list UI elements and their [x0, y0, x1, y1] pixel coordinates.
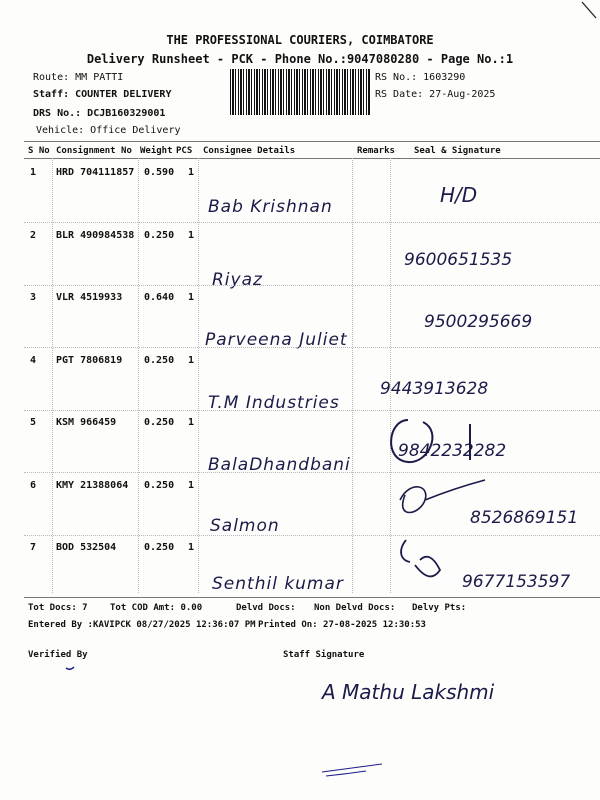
runsheet-subtitle: Delivery Runsheet - PCK - Phone No.:9047080280 - Page No.:1 — [86, 52, 514, 66]
company-title: THE PROFESSIONAL COURIERS, COIMBATORE — [166, 33, 434, 47]
vehicle-label: Vehicle: Office Delivery — [36, 125, 181, 136]
staff-signature-label: Staff Signature — [283, 650, 365, 660]
row-weight: 0.250 — [144, 542, 175, 553]
col-weight: Weight — [140, 146, 173, 156]
row-consignee: Bab Krishnan — [208, 197, 333, 217]
row-consignment: BOD 532504 — [56, 542, 117, 553]
col-consignee: Consignee Details — [203, 146, 296, 156]
staff-label: Staff: COUNTER DELIVERY — [33, 89, 172, 100]
row-sno: 7 — [30, 542, 37, 553]
row-sno: 5 — [30, 417, 37, 428]
col-sno: S No — [28, 146, 50, 156]
row-seal-signature: 9500295669 — [424, 312, 533, 332]
row-seal-signature: 9443913628 — [380, 379, 489, 399]
row-consignee: Salmon — [210, 516, 280, 536]
row-sno: 3 — [30, 292, 37, 303]
row-weight: 0.250 — [144, 355, 175, 366]
row-seal-signature: H/D — [440, 183, 478, 207]
tot-cod-amt: Tot COD Amt: 0.00 — [110, 603, 203, 613]
row-seal-signature: 8526869151 — [470, 508, 579, 528]
row-seal-signature: 9600651535 — [404, 250, 513, 270]
tot-docs: Tot Docs: 7 — [28, 603, 88, 613]
row-weight: 0.640 — [144, 292, 175, 303]
col-pcs: PCS — [176, 146, 193, 156]
row-consignment: KMY 21388064 — [56, 480, 129, 491]
row-sno: 2 — [30, 230, 37, 241]
row-consignment: BLR 490984538 — [56, 230, 135, 241]
row-consignee: Senthil kumar — [212, 574, 344, 594]
row-weight: 0.250 — [144, 480, 175, 491]
row-weight: 0.590 — [144, 167, 175, 178]
drs-number: DRS No.: DCJB160329001 — [33, 108, 166, 119]
row-consignee: T.M Industries — [208, 393, 340, 413]
route-label: Route: MM PATTI — [33, 72, 124, 83]
row-pcs: 1 — [188, 542, 195, 553]
row-seal-signature: 9842232282 — [398, 441, 507, 461]
row-consignment: HRD 704111857 — [56, 167, 135, 178]
row-sno: 1 — [30, 167, 37, 178]
delvd-docs: Delvd Docs: — [236, 603, 296, 613]
row-pcs: 1 — [188, 292, 195, 303]
row-pcs: 1 — [188, 417, 195, 428]
row-consignee: Parveena Juliet — [205, 330, 348, 350]
row-weight: 0.250 — [144, 230, 175, 241]
delvy-pts: Delvy Pts: — [412, 603, 467, 613]
row-sno: 4 — [30, 355, 37, 366]
row-pcs: 1 — [188, 355, 195, 366]
row-pcs: 1 — [188, 230, 195, 241]
row-seal-signature: 9677153597 — [462, 572, 571, 592]
staff-signature-handwritten: A Mathu Lakshmi — [322, 680, 495, 704]
row-consignment: VLR 4519933 — [56, 292, 123, 303]
row-sno: 6 — [30, 480, 37, 491]
col-remarks: Remarks — [357, 146, 395, 156]
col-consignment: Consignment No — [56, 146, 132, 156]
rs-date: RS Date: 27-Aug-2025 — [375, 89, 496, 100]
entered-by: Entered By :KAVIPCK 08/27/2025 12:36:07 PM — [28, 620, 256, 630]
row-consignment: KSM 966459 — [56, 417, 117, 428]
row-consignment: PGT 7806819 — [56, 355, 123, 366]
row-pcs: 1 — [188, 480, 195, 491]
row-consignee: BalaDhandbani — [208, 455, 351, 475]
verified-by: Verified By — [28, 650, 88, 660]
rs-number: RS No.: 1603290 — [375, 72, 466, 83]
non-delvd-docs: Non Delvd Docs: — [314, 603, 396, 613]
printed-on: Printed On: 27-08-2025 12:30:53 — [258, 620, 426, 630]
col-seal: Seal & Signature — [414, 146, 501, 156]
row-weight: 0.250 — [144, 417, 175, 428]
row-consignee: Riyaz — [212, 270, 263, 290]
row-pcs: 1 — [188, 167, 195, 178]
